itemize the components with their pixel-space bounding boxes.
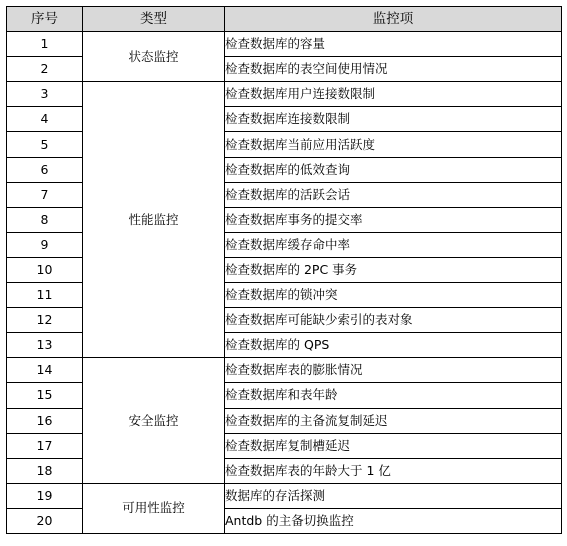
monitor-item-cell: 检查数据库的容量 xyxy=(225,32,562,57)
row-number-cell: 20 xyxy=(7,508,83,533)
row-number-cell: 19 xyxy=(7,483,83,508)
monitor-item-cell: 检查数据库缓存命中率 xyxy=(225,232,562,257)
table-row xyxy=(7,358,562,383)
row-number-cell: 3 xyxy=(7,82,83,107)
monitor-item-cell: 检查数据库连接数限制 xyxy=(225,107,562,132)
table-row xyxy=(7,82,562,107)
table-row xyxy=(7,483,562,508)
monitor-item-cell: 检查数据库的活跃会话 xyxy=(225,182,562,207)
table-row xyxy=(7,32,562,57)
monitor-item-cell: 检查数据库表的膨胀情况 xyxy=(225,358,562,383)
header-no: 序号 xyxy=(7,7,83,32)
monitor-item-cell: 数据库的存活探测 xyxy=(225,483,562,508)
row-number-cell: 14 xyxy=(7,358,83,383)
monitor-item-cell: 检查数据库可能缺少索引的表对象 xyxy=(225,308,562,333)
row-number-cell: 6 xyxy=(7,157,83,182)
header-row xyxy=(7,7,562,32)
category-cell: 性能监控 xyxy=(83,82,225,358)
row-number-cell: 13 xyxy=(7,333,83,358)
category-cell: 安全监控 xyxy=(83,358,225,483)
monitor-item-cell: 检查数据库当前应用活跃度 xyxy=(225,132,562,157)
row-number-cell: 8 xyxy=(7,207,83,232)
row-number-cell: 18 xyxy=(7,458,83,483)
row-number-cell: 4 xyxy=(7,107,83,132)
monitor-item-cell: 检查数据库的锁冲突 xyxy=(225,283,562,308)
row-number-cell: 2 xyxy=(7,57,83,82)
row-number-cell: 17 xyxy=(7,433,83,458)
monitor-item-cell: 检查数据库和表年龄 xyxy=(225,383,562,408)
row-number-cell: 11 xyxy=(7,283,83,308)
monitor-item-cell: 检查数据库的低效查询 xyxy=(225,157,562,182)
row-number-cell: 12 xyxy=(7,308,83,333)
monitor-item-cell: 检查数据库的 QPS xyxy=(225,333,562,358)
row-number-cell: 1 xyxy=(7,32,83,57)
monitor-item-cell: 检查数据库用户连接数限制 xyxy=(225,82,562,107)
row-number-cell: 9 xyxy=(7,232,83,257)
row-number-cell: 7 xyxy=(7,182,83,207)
row-number-cell: 5 xyxy=(7,132,83,157)
monitor-item-cell: 检查数据库的主备流复制延迟 xyxy=(225,408,562,433)
monitor-item-cell: 检查数据库复制槽延迟 xyxy=(225,433,562,458)
category-cell: 可用性监控 xyxy=(83,483,225,533)
monitor-item-cell: 检查数据库的 2PC 事务 xyxy=(225,257,562,282)
category-cell: 状态监控 xyxy=(83,32,225,82)
monitor-item-cell: 检查数据库表的年龄大于 1 亿 xyxy=(225,458,562,483)
row-number-cell: 16 xyxy=(7,408,83,433)
row-number-cell: 10 xyxy=(7,257,83,282)
table-body xyxy=(7,32,562,534)
table-header xyxy=(7,7,562,32)
monitor-items-table xyxy=(6,6,562,534)
monitor-item-cell: 检查数据库的表空间使用情况 xyxy=(225,57,562,82)
header-item: 监控项 xyxy=(225,7,562,32)
monitor-item-cell: 检查数据库事务的提交率 xyxy=(225,207,562,232)
header-type: 类型 xyxy=(83,7,225,32)
row-number-cell: 15 xyxy=(7,383,83,408)
monitor-item-cell: Antdb 的主备切换监控 xyxy=(225,508,562,533)
